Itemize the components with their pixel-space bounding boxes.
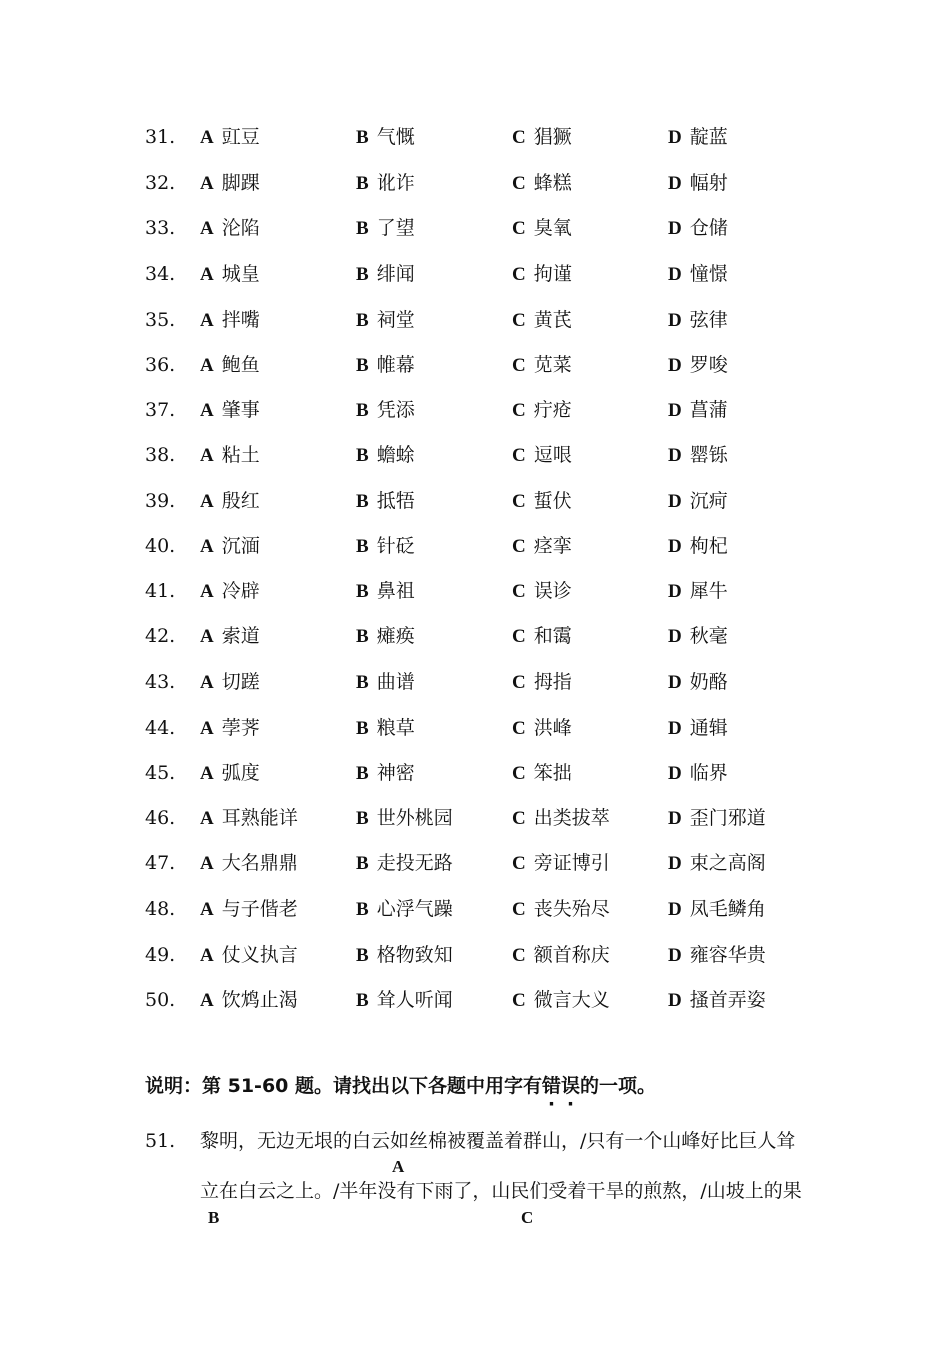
option-a: [200, 940, 298, 971]
question-row: [0, 486, 952, 516]
option-letter: B: [356, 536, 369, 557]
option-text: 沉湎: [221, 535, 260, 557]
option-c: [512, 213, 572, 244]
option-text: 洪峰: [533, 717, 572, 739]
question-number: 40.: [145, 535, 176, 557]
option-text: 旁证博引: [533, 852, 610, 874]
option-text: 黄芪: [533, 309, 572, 331]
option-text: 弦律: [689, 309, 728, 331]
option-text: 罗唆: [689, 354, 728, 376]
option-a: [200, 758, 260, 789]
question-number: 37.: [145, 399, 176, 421]
option-letter: B: [356, 581, 369, 602]
option-letter: B: [356, 763, 369, 784]
option-a: [200, 713, 260, 744]
option-b: [356, 713, 415, 744]
option-a: [200, 531, 260, 562]
option-letter: A: [200, 808, 214, 829]
question-row: [0, 621, 952, 651]
option-letter: D: [668, 626, 682, 647]
option-d: [668, 985, 766, 1016]
option-a: [200, 122, 260, 153]
option-d: [668, 440, 728, 471]
option-letter: D: [668, 536, 682, 557]
option-text: 祠堂: [376, 309, 415, 331]
option-letter: D: [668, 808, 682, 829]
option-letter: A: [200, 173, 214, 194]
option-text: 抵牾: [376, 490, 415, 512]
option-letter: A: [200, 445, 214, 466]
question-row: [0, 803, 952, 833]
option-b: [356, 259, 415, 290]
option-letter: A: [200, 491, 214, 512]
option-letter: B: [356, 400, 369, 421]
option-a: [200, 894, 298, 925]
option-a: [200, 213, 260, 244]
option-text: 鲍鱼: [221, 354, 260, 376]
option-text: 蜇伏: [533, 490, 572, 512]
option-text: 逗哏: [533, 444, 572, 466]
option-text: 心浮气躁: [376, 898, 453, 920]
instruction-suffix: 的一项。: [580, 1075, 657, 1097]
option-letter: C: [512, 173, 526, 194]
option-a: [200, 621, 260, 652]
option-letter: D: [668, 990, 682, 1011]
question-number: 49.: [145, 944, 176, 966]
option-letter: C: [512, 808, 526, 829]
option-text: 索道: [221, 625, 260, 647]
option-letter: C: [512, 264, 526, 285]
question-row: [0, 122, 952, 152]
option-text: 肇事: [221, 399, 260, 421]
option-b: [356, 213, 415, 244]
option-b: [356, 848, 453, 879]
option-text: 靛蓝: [689, 126, 728, 148]
option-letter: A: [200, 536, 214, 557]
option-letter: B: [356, 491, 369, 512]
question-row: [0, 758, 952, 788]
option-text: 神密: [376, 762, 415, 784]
option-letter: A: [200, 310, 214, 331]
option-a: [200, 803, 298, 834]
option-text: 秋毫: [689, 625, 728, 647]
option-b: [356, 985, 453, 1016]
option-letter: B: [356, 127, 369, 148]
option-text: 枸杞: [689, 535, 728, 557]
option-letter: C: [512, 536, 526, 557]
option-a: [200, 576, 260, 607]
option-c: [512, 122, 572, 153]
option-a: [200, 667, 260, 698]
option-d: [668, 168, 728, 199]
option-text: 世外桃园: [376, 807, 453, 829]
option-text: 荸荠: [221, 717, 260, 739]
question-number: 47.: [145, 852, 176, 874]
option-d: [668, 667, 728, 698]
option-text: 菖蒲: [689, 399, 728, 421]
option-d: [668, 894, 766, 925]
question-number: 32.: [145, 172, 176, 194]
option-b: [356, 621, 415, 652]
option-text: 丧失殆尽: [533, 898, 610, 920]
option-text: 拇指: [533, 671, 572, 693]
option-text: 拘谨: [533, 263, 572, 285]
option-letter: A: [200, 853, 214, 874]
option-letter: D: [668, 581, 682, 602]
option-letter: C: [512, 899, 526, 920]
option-text: 奶酪: [689, 671, 728, 693]
option-d: [668, 758, 728, 789]
option-letter: A: [200, 264, 214, 285]
option-letter: C: [512, 763, 526, 784]
question-51-line-1: 黎明，无边无垠的白云如丝棉被覆盖着群山，/只有一个山峰好比巨人耸: [200, 1130, 796, 1152]
option-d: [668, 395, 728, 426]
option-letter: B: [356, 264, 369, 285]
option-text: 幅射: [689, 172, 728, 194]
option-letter: B: [356, 218, 369, 239]
option-text: 歪门邪道: [689, 807, 766, 829]
question-number: 43.: [145, 671, 176, 693]
question-number: 36.: [145, 354, 176, 376]
question-row: [0, 440, 952, 470]
option-b: [356, 168, 415, 199]
option-text: 曲谱: [376, 671, 415, 693]
question-row: [0, 350, 952, 380]
option-letter: A: [200, 899, 214, 920]
question-number: 33.: [145, 217, 176, 239]
option-letter: A: [200, 581, 214, 602]
option-text: 猖獗: [533, 126, 572, 148]
option-letter: D: [668, 310, 682, 331]
option-text: 额首称庆: [533, 944, 610, 966]
option-letter: C: [512, 853, 526, 874]
option-letter: B: [356, 853, 369, 874]
option-letter: C: [512, 626, 526, 647]
option-a: [200, 848, 298, 879]
option-text: 豇豆: [221, 126, 260, 148]
option-b: [356, 395, 415, 426]
question-row: [0, 213, 952, 243]
option-c: [512, 350, 572, 381]
option-text: 沦陷: [221, 217, 260, 239]
option-a: [200, 486, 260, 517]
option-letter: C: [512, 355, 526, 376]
option-text: 针砭: [376, 535, 415, 557]
option-text: 粮草: [376, 717, 415, 739]
option-text: 痉挛: [533, 535, 572, 557]
option-text: 搔首弄姿: [689, 989, 766, 1011]
option-b: [356, 350, 415, 381]
option-d: [668, 213, 728, 244]
option-letter: B: [356, 899, 369, 920]
option-text: 拌嘴: [221, 309, 260, 331]
question-row: [0, 713, 952, 743]
option-b: [356, 305, 415, 336]
option-b: [356, 667, 415, 698]
option-d: [668, 486, 728, 517]
option-text: 凭添: [376, 399, 415, 421]
option-c: [512, 848, 610, 879]
option-text: 通辑: [689, 717, 728, 739]
option-d: [668, 713, 728, 744]
question-row: [0, 940, 952, 970]
option-text: 凤毛鳞角: [689, 898, 766, 920]
question-row: [0, 259, 952, 289]
option-letter: A: [200, 355, 214, 376]
option-b: [356, 531, 415, 562]
option-b: [356, 576, 415, 607]
option-b: [356, 486, 415, 517]
option-letter: A: [200, 763, 214, 784]
option-text: 蜂糕: [533, 172, 572, 194]
option-text: 格物致知: [376, 944, 453, 966]
option-c: [512, 621, 572, 652]
option-text: 耳熟能详: [221, 807, 298, 829]
question-number: 31.: [145, 126, 176, 148]
question-number: 35.: [145, 309, 176, 331]
option-text: 瘫痪: [376, 625, 415, 647]
option-c: [512, 486, 572, 517]
option-b: [356, 803, 453, 834]
option-c: [512, 713, 572, 744]
question-row: [0, 576, 952, 606]
option-b: [356, 758, 415, 789]
option-letter: B: [356, 310, 369, 331]
option-text: 气慨: [376, 126, 415, 148]
option-letter: C: [512, 990, 526, 1011]
option-d: [668, 940, 766, 971]
option-letter: C: [512, 218, 526, 239]
option-letter: C: [512, 491, 526, 512]
option-letter: D: [668, 127, 682, 148]
option-b: [356, 894, 453, 925]
option-letter: B: [356, 945, 369, 966]
segment-marker-c: C: [521, 1208, 534, 1227]
option-letter: B: [356, 626, 369, 647]
option-c: [512, 803, 610, 834]
option-letter: D: [668, 173, 682, 194]
option-text: 和霭: [533, 625, 572, 647]
option-b: [356, 440, 415, 471]
option-text: 大名鼎鼎: [221, 852, 298, 874]
option-a: [200, 395, 260, 426]
option-letter: A: [200, 218, 214, 239]
emphasis-char-1: 错: [542, 1075, 562, 1097]
question-number: 45.: [145, 762, 176, 784]
option-text: 微言大义: [533, 989, 610, 1011]
question-51-line-2: 立在白云之上。/半年没有下雨了，山民们受着干旱的煎熬，/山坡上的果: [200, 1180, 802, 1202]
option-text: 误诊: [533, 580, 572, 602]
section-instruction: [145, 1071, 656, 1101]
option-text: 帷幕: [376, 354, 415, 376]
option-c: [512, 168, 572, 199]
option-text: 粘土: [221, 444, 260, 466]
option-letter: B: [356, 672, 369, 693]
option-text: 弧度: [221, 762, 260, 784]
option-text: 束之高阁: [689, 852, 766, 874]
option-c: [512, 758, 572, 789]
option-letter: D: [668, 218, 682, 239]
option-letter: B: [356, 173, 369, 194]
option-text: 鼻祖: [376, 580, 415, 602]
option-letter: D: [668, 899, 682, 920]
option-d: [668, 803, 766, 834]
option-text: 罂铄: [689, 444, 728, 466]
option-text: 殷红: [221, 490, 260, 512]
question-number: 41.: [145, 580, 176, 602]
option-a: [200, 168, 260, 199]
option-letter: A: [200, 718, 214, 739]
option-letter: C: [512, 718, 526, 739]
option-a: [200, 259, 260, 290]
question-row: [0, 985, 952, 1015]
option-text: 蟾蜍: [376, 444, 415, 466]
option-letter: C: [512, 400, 526, 421]
question-number: 34.: [145, 263, 176, 285]
option-letter: C: [512, 672, 526, 693]
option-text: 疔疮: [533, 399, 572, 421]
option-letter: C: [512, 310, 526, 331]
option-text: 笨拙: [533, 762, 572, 784]
segment-marker-a: A: [392, 1157, 405, 1176]
question-row: [0, 531, 952, 561]
option-c: [512, 667, 572, 698]
option-c: [512, 940, 610, 971]
option-text: 走投无路: [376, 852, 453, 874]
question-number: 48.: [145, 898, 176, 920]
segment-marker-b: B: [208, 1208, 220, 1227]
option-d: [668, 259, 728, 290]
option-letter: A: [200, 945, 214, 966]
option-text: 臭氧: [533, 217, 572, 239]
option-d: [668, 621, 728, 652]
option-text: 切蹉: [221, 671, 260, 693]
option-letter: D: [668, 853, 682, 874]
question-number: 46.: [145, 807, 176, 829]
option-letter: A: [200, 672, 214, 693]
question-row: [0, 305, 952, 335]
option-text: 苋菜: [533, 354, 572, 376]
option-c: [512, 440, 572, 471]
emphasis-char-2: 误: [561, 1075, 581, 1097]
option-c: [512, 531, 572, 562]
option-letter: D: [668, 445, 682, 466]
question-number: 44.: [145, 717, 176, 739]
option-letter: C: [512, 581, 526, 602]
option-letter: A: [200, 626, 214, 647]
option-a: [200, 305, 260, 336]
option-letter: B: [356, 445, 369, 466]
option-letter: C: [512, 127, 526, 148]
option-letter: A: [200, 400, 214, 421]
option-c: [512, 985, 610, 1016]
option-letter: D: [668, 355, 682, 376]
option-d: [668, 122, 728, 153]
option-text: 了望: [376, 217, 415, 239]
option-c: [512, 259, 572, 290]
option-d: [668, 848, 766, 879]
question-row: [0, 667, 952, 697]
option-text: 城皇: [221, 263, 260, 285]
option-text: 绯闻: [376, 263, 415, 285]
option-text: 饮鸩止渴: [221, 989, 298, 1011]
option-letter: B: [356, 990, 369, 1011]
option-letter: B: [356, 808, 369, 829]
option-a: [200, 350, 260, 381]
option-b: [356, 122, 415, 153]
option-text: 雍容华贵: [689, 944, 766, 966]
option-b: [356, 940, 453, 971]
option-text: 冷辟: [221, 580, 260, 602]
question-row: [0, 894, 952, 924]
question-row: [0, 395, 952, 425]
question-number: 42.: [145, 625, 176, 647]
option-c: [512, 894, 610, 925]
option-d: [668, 350, 728, 381]
option-text: 犀牛: [689, 580, 728, 602]
option-text: 脚踝: [221, 172, 260, 194]
option-d: [668, 531, 728, 562]
option-d: [668, 305, 728, 336]
option-letter: D: [668, 400, 682, 421]
option-letter: C: [512, 445, 526, 466]
option-text: 出类拔萃: [533, 807, 610, 829]
option-a: [200, 440, 260, 471]
question-number: 50.: [145, 989, 176, 1011]
option-a: [200, 985, 298, 1016]
question-number: 38.: [145, 444, 176, 466]
question-row: [0, 168, 952, 198]
option-d: [668, 576, 728, 607]
question-row: [0, 848, 952, 878]
option-c: [512, 305, 572, 336]
option-letter: C: [512, 945, 526, 966]
option-letter: D: [668, 945, 682, 966]
option-letter: D: [668, 672, 682, 693]
option-letter: D: [668, 491, 682, 512]
option-text: 与子偕老: [221, 898, 298, 920]
option-c: [512, 395, 572, 426]
option-c: [512, 576, 572, 607]
option-text: 沉疴: [689, 490, 728, 512]
option-text: 仓储: [689, 217, 728, 239]
question-51-number: 51.: [145, 1130, 176, 1152]
option-text: 耸人听闻: [376, 989, 453, 1011]
option-text: 讹诈: [376, 172, 415, 194]
option-letter: A: [200, 990, 214, 1011]
option-letter: D: [668, 763, 682, 784]
option-letter: B: [356, 355, 369, 376]
option-text: 临界: [689, 762, 728, 784]
option-letter: B: [356, 718, 369, 739]
option-letter: A: [200, 127, 214, 148]
option-letter: D: [668, 264, 682, 285]
option-letter: D: [668, 718, 682, 739]
option-text: 憧憬: [689, 263, 728, 285]
question-number: 39.: [145, 490, 176, 512]
option-text: 仗义执言: [221, 944, 298, 966]
instruction-prefix: 说明：第 51-60 题。请找出以下各题中用字有: [145, 1075, 542, 1097]
